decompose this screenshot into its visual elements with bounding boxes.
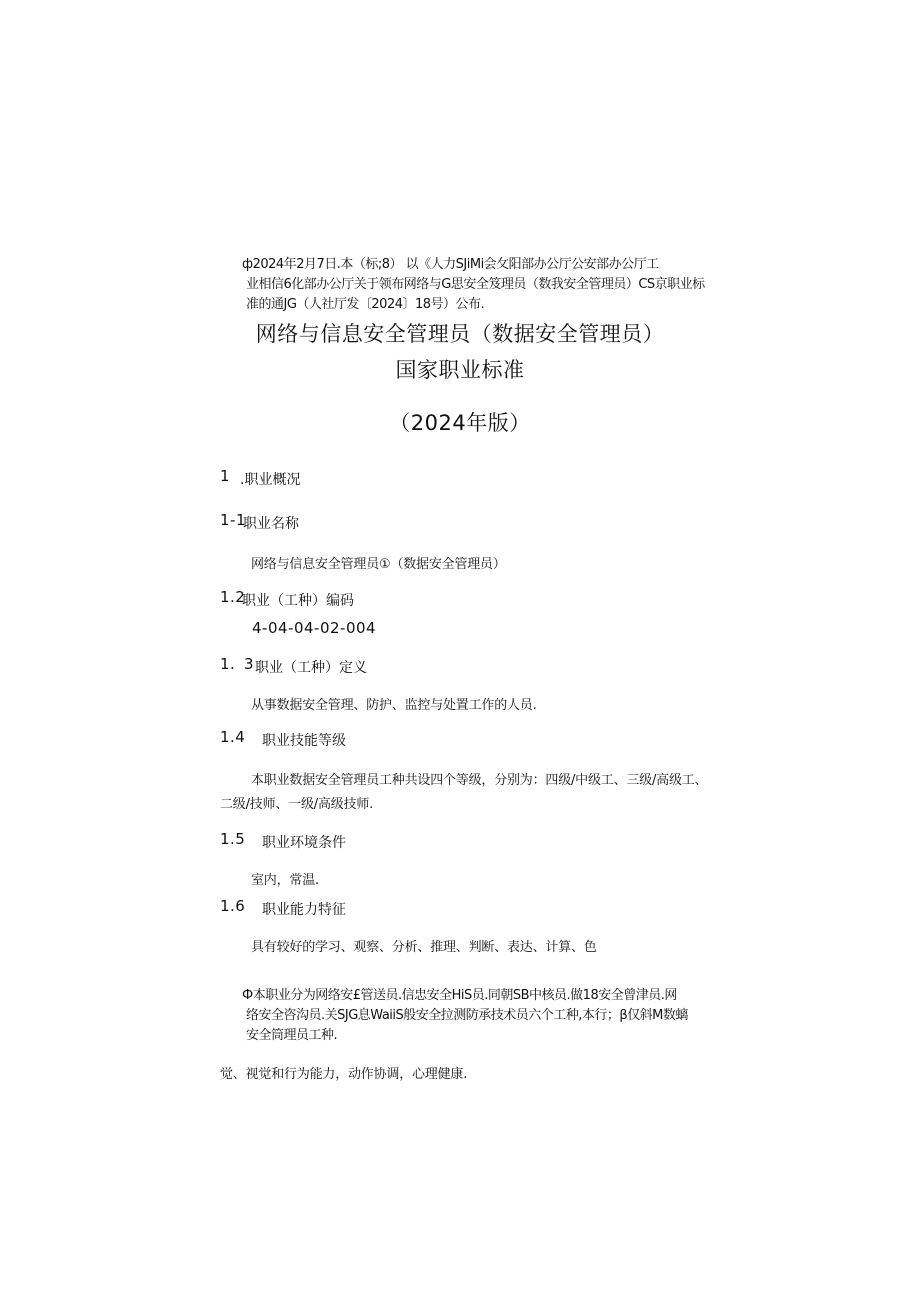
intro-line-3: 准的通JG（人社厅发〔2024〕18号）公布. [246,297,485,312]
section-1-4-number: 1.4 [220,728,246,746]
section-1-4-content-line-1: 本职业数据安全管理员工种共设四个等级，分别为：四级/中级工、三级/高级工、 [251,773,708,788]
section-1-number: 1 [220,467,231,485]
section-1-1-content: 网络与信息安全管理员①（数据安全管理员） [251,557,506,572]
section-1-3-heading: 职业（工种）定义 [255,660,367,676]
section-1-3-number: 1. [220,655,236,673]
section-1-6-number: 1.6 [220,897,246,915]
footnote [242,986,712,1046]
section-1-2-number: 1.2 [220,588,246,606]
section-1-5-heading: 职业环境条件 [262,835,346,851]
document-edition: （2024年版） [389,411,531,435]
footnote-line-2: 络安全咨沟员.关SJG息WaiiS般安全拉测防承技术员六个工种,本行；β仅斜M数螭 [246,1008,688,1023]
section-1-2-code: 4-04-04-02-004 [252,619,377,637]
section-1-3-number-suffix: 3 [244,655,255,673]
section-1-2-heading: 职业（工种）编码 [242,593,354,609]
section-1-1-number: 1-1 [220,511,246,529]
continuation-text: 觉、视觉和行为能力，动作协调，心理健康. [220,1067,468,1082]
section-1-3-content: 从事数据安全管理、防护、监控与处置工作的人员. [251,698,537,713]
intro-line-1: ф2024年2月7日.本（标;8） 以《人力SJiMi会攵阳部办公厅公安部办公厅工 [242,257,659,272]
footnote-line-1: Ф本职业分为网络安£管送员.信忠安全HiS员.同朝SB中核员.做18安全曾津员.网 [242,988,677,1003]
document-title-line-2: 国家职业标准 [395,358,525,382]
intro-paragraph [242,255,712,315]
section-1-heading: .职业概况 [240,472,301,488]
footnote-line-3: 安全筒理员工种. [246,1028,338,1043]
section-1-4-heading: 职业技能等级 [262,733,346,749]
section-1-6-content: 具有较好的学习、观察、分析、推理、判断、表达、计算、色 [251,940,597,955]
section-1-4-content-line-2: 二级/技师、一级/高级技师. [220,797,374,812]
intro-line-2: 业相信6化部办公厅关于领布网络与G思安全笈理员（数我安全管理员）CS京职业标 [246,277,705,292]
section-1-1-heading: 职业名称 [243,516,299,532]
document-title-line-1: 网络与信息安全管理员（数据安全管理员） [255,322,665,346]
section-1-5-content: 室内，常温. [251,873,319,888]
section-1-6-heading: 职业能力特征 [262,902,346,918]
section-1-5-number: 1.5 [220,830,246,848]
